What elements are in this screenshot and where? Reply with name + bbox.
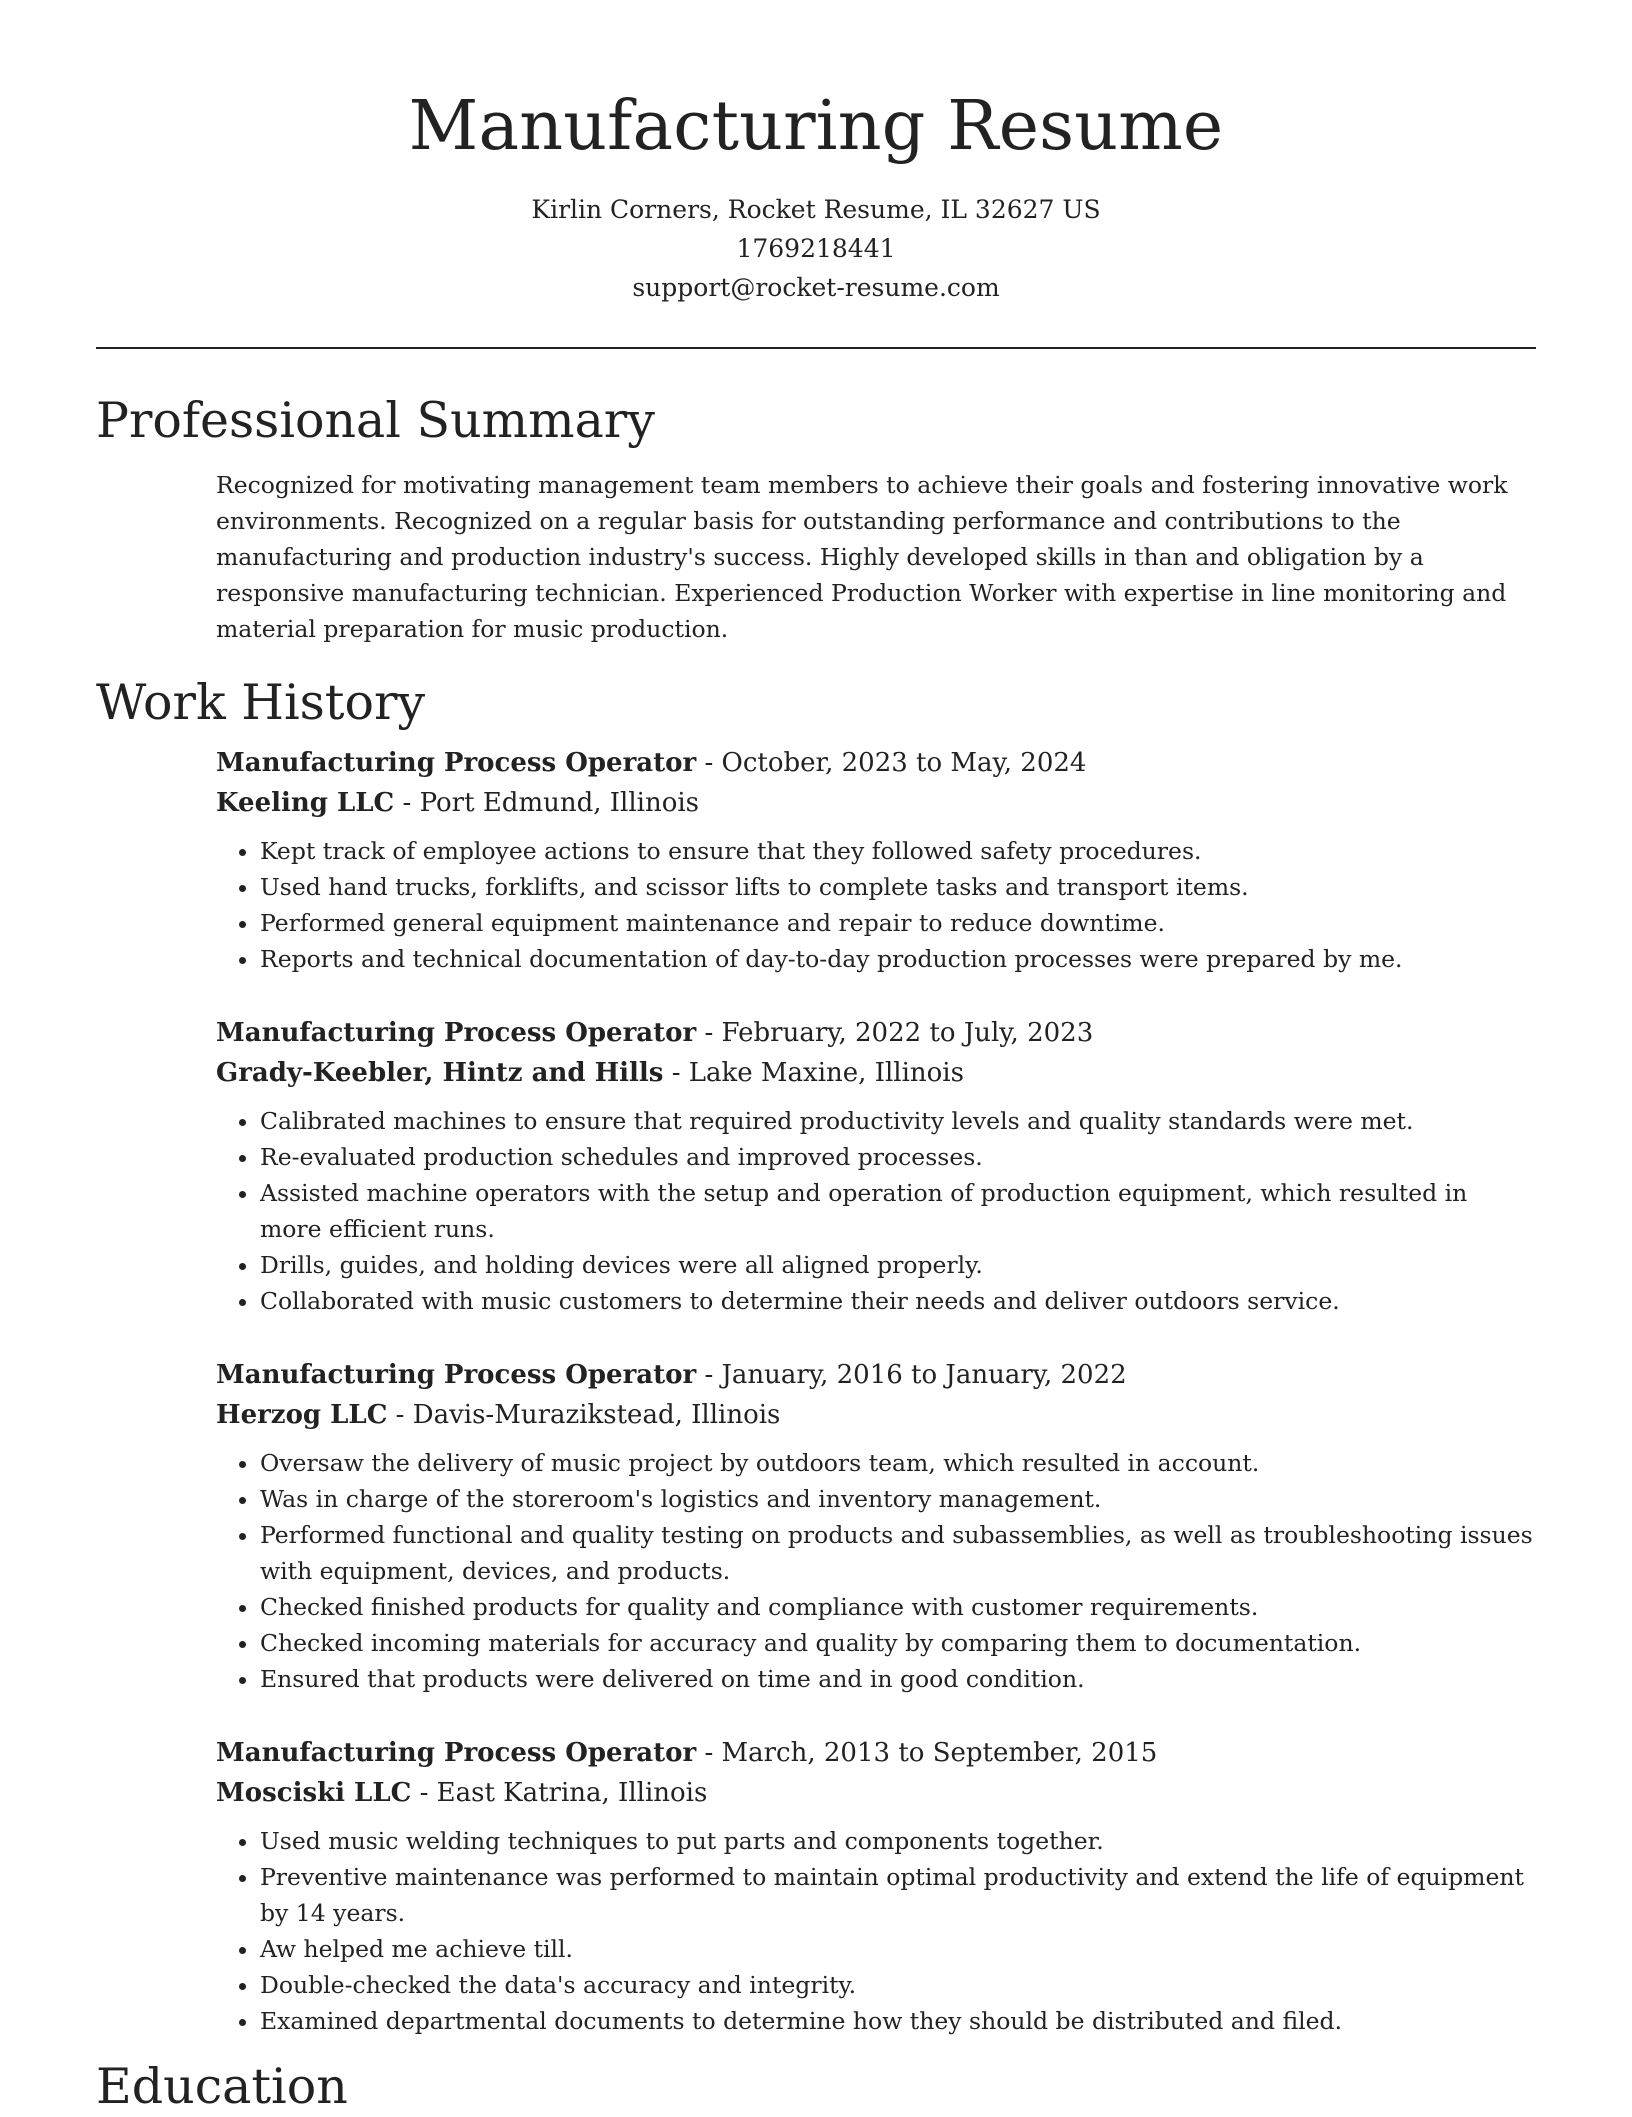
job-dates: - January, 2016 to January, 2022: [696, 1360, 1127, 1390]
contact-info: [96, 190, 1536, 307]
job-bullet: • Kept track of employee actions to ensure that they followed safety procedures.: [260, 833, 1536, 869]
job-bullet: • Aw helped me achieve till.: [260, 1931, 1536, 1967]
job-bullet: • Re-evaluated production schedules and improved processes.: [260, 1139, 1536, 1175]
job-bullet: • Double-checked the data's accuracy and integrity.: [260, 1967, 1536, 2003]
job-entry: [216, 1013, 1536, 1319]
job-bullet: • Calibrated machines to ensure that required productivity levels and quality standards were met.: [260, 1103, 1536, 1139]
job-bullet: • Performed functional and quality testing on products and subassemblies, as well as troubleshooting issues with equipment, devices, and products.: [260, 1517, 1536, 1589]
job-company: Grady-Keebler, Hintz and Hills: [216, 1058, 664, 1088]
job-bullets: [216, 1103, 1536, 1319]
job-title-line: [216, 1013, 1536, 1053]
job-entry: [216, 1355, 1536, 1697]
job-bullet: • Assisted machine operators with the setup and operation of production equipment, which resulted in more efficient runs.: [260, 1175, 1536, 1247]
job-bullet: • Checked incoming materials for accuracy and quality by comparing them to documentation.: [260, 1625, 1536, 1661]
job-title: Manufacturing Process Operator: [216, 1360, 697, 1390]
resume-title: Manufacturing Resume: [408, 87, 1224, 166]
job-title: Manufacturing Process Operator: [216, 748, 697, 778]
job-company-line: [216, 1395, 1536, 1435]
work-history-heading: Work History: [96, 674, 426, 731]
contact-address: Kirlin Corners, Rocket Resume, IL 32627 US: [531, 195, 1101, 224]
job-company-line: [216, 783, 1536, 823]
work-history-list: [216, 743, 1536, 2039]
job-title-line: [216, 1733, 1536, 1773]
job-entry: [216, 743, 1536, 977]
job-location: - Lake Maxine, Illinois: [663, 1058, 964, 1088]
contact-phone: 1769218441: [736, 234, 896, 263]
job-bullet: • Reports and technical documentation of day-to-day production processes were prepared by me.: [260, 941, 1536, 977]
job-bullet: • Used music welding techniques to put parts and components together.: [260, 1823, 1536, 1859]
job-title: Manufacturing Process Operator: [216, 1018, 697, 1048]
job-title-line: [216, 1355, 1536, 1395]
job-location: - East Katrina, Illinois: [411, 1778, 708, 1808]
job-location: - Port Edmund, Illinois: [394, 788, 700, 818]
job-dates: - March, 2013 to September, 2015: [696, 1738, 1158, 1768]
summary-heading: Professional Summary: [96, 392, 655, 449]
summary-text: Recognized for motivating management team members to achieve their goals and fostering innovative work environments. Recognized on a regular basis for outstanding performance and contributions to the manufacturing and production industry's success. Highly developed skills in than and obligation by a responsive manufacturing technician. Experienced Production Worker with expertise in line monitoring and material preparation for music production.: [216, 471, 1508, 643]
job-title-line: [216, 743, 1536, 783]
job-title: Manufacturing Process Operator: [216, 1738, 697, 1768]
job-bullet: • Used hand trucks, forklifts, and scissor lifts to complete tasks and transport items.: [260, 869, 1536, 905]
job-company: Mosciski LLC: [216, 1778, 412, 1808]
job-bullets: [216, 1823, 1536, 2039]
job-bullets: [216, 1445, 1536, 1697]
job-bullet: • Drills, guides, and holding devices were all aligned properly.: [260, 1247, 1536, 1283]
resume-header: [96, 0, 1536, 307]
contact-email: support@rocket-resume.com: [632, 273, 1000, 302]
job-company-line: [216, 1773, 1536, 1813]
job-bullet: • Collaborated with music customers to determine their needs and deliver outdoors service.: [260, 1283, 1536, 1319]
job-bullet: • Was in charge of the storeroom's logistics and inventory management.: [260, 1481, 1536, 1517]
job-bullet: • Examined departmental documents to determine how they should be distributed and filed.: [260, 2003, 1536, 2039]
job-location: - Davis-Murazikstead, Illinois: [387, 1400, 781, 1430]
job-company: Keeling LLC: [216, 788, 395, 818]
job-bullet: • Performed general equipment maintenance and repair to reduce downtime.: [260, 905, 1536, 941]
header-divider: [96, 347, 1536, 349]
job-dates: - February, 2022 to July, 2023: [696, 1018, 1094, 1048]
job-dates: - October, 2023 to May, 2024: [696, 748, 1087, 778]
resume-page: [96, 0, 1536, 2117]
job-bullet: • Checked finished products for quality and compliance with customer requirements.: [260, 1589, 1536, 1625]
job-bullet: • Oversaw the delivery of music project by outdoors team, which resulted in account.: [260, 1445, 1536, 1481]
job-company: Herzog LLC: [216, 1400, 388, 1430]
education-heading: Education: [96, 2058, 348, 2115]
job-company-line: [216, 1053, 1536, 1093]
job-entry: [216, 1733, 1536, 2039]
job-bullet: • Preventive maintenance was performed to maintain optimal productivity and extend the life of equipment by 14 years.: [260, 1859, 1536, 1931]
job-bullets: [216, 833, 1536, 977]
job-bullet: • Ensured that products were delivered on time and in good condition.: [260, 1661, 1536, 1697]
